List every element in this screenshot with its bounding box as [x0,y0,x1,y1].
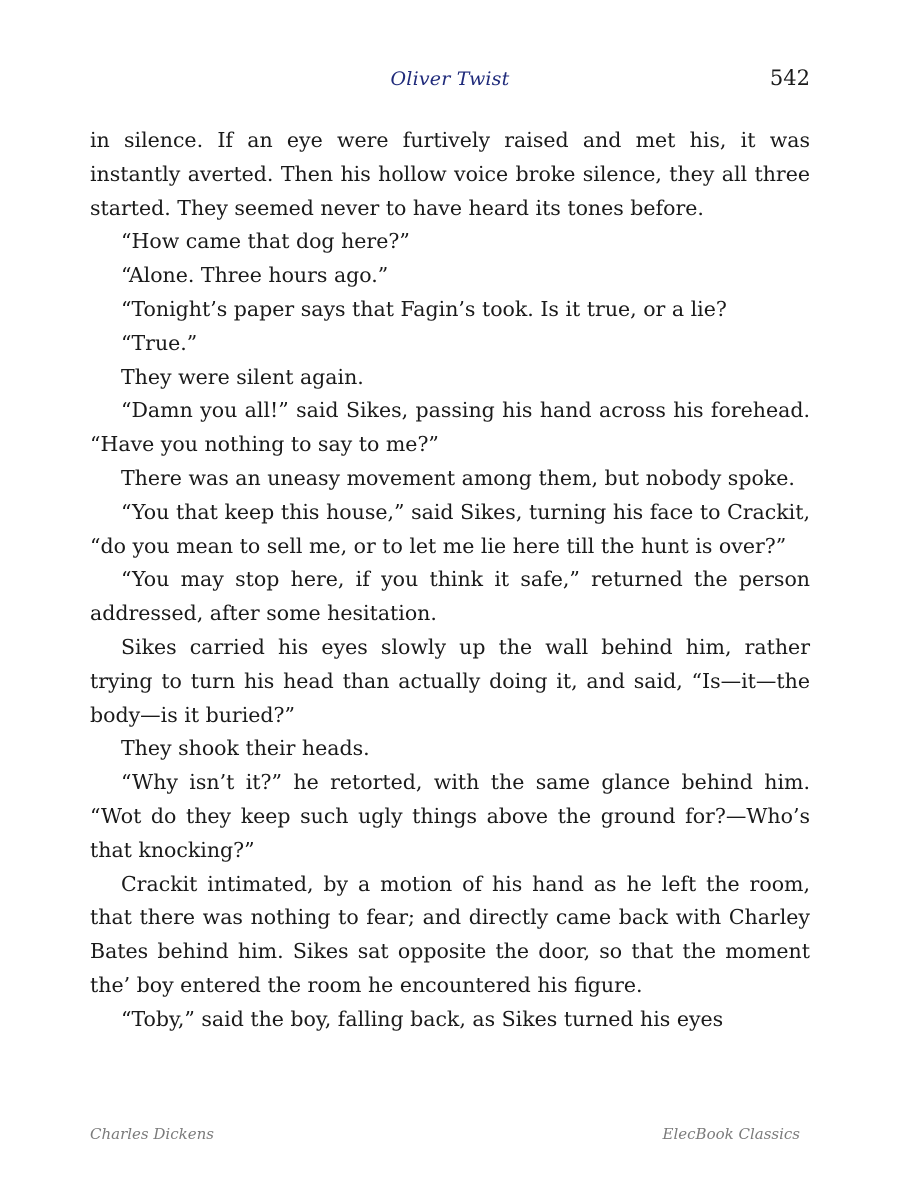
page-number: 542 [769,66,810,90]
paragraph: Sikes carried his eyes slowly up the wall behind him, rather trying to turn his head than actually doing it, and said, “Is—it—the body—is it buried?” [90,634,810,727]
paragraph: Crackit intimated, by a motion of his hand as he left the room, that there was nothing to fear; and directly came back with Charley Bates behind him. Sikes sat opposite the door, so that the moment the’ boy entered the room he encountered his figure. [90,871,810,997]
footer-publisher: ElecBook Classics [662,1125,800,1143]
footer-author: Charles Dickens [90,1125,214,1143]
body-text [90,124,810,1037]
paragraph: They shook their heads. [121,736,370,761]
paragraph: “Toby,” said the boy, falling back, as Sikes turned his eyes [121,1006,724,1031]
paragraph: “Damn you all!” said Sikes, passing his hand across his forehead. “Have you nothing to say to me?” [90,398,810,457]
paragraph: “Tonight’s paper says that Fagin’s took. Is it true, or a lie? [121,296,727,321]
page-footer [90,1125,800,1147]
paragraph: They were silent again. [121,364,364,389]
paragraph: in silence. If an eye were furtively raised and met his, it was instantly averted. Then his hollow voice broke silence, they all three started. They seemed never to have heard its tones before. [90,128,810,220]
paragraph: “How came that dog here?” [121,229,410,254]
paragraph: “Alone. Three hours ago.” [121,263,389,288]
paragraph: “Why isn’t it?” he retorted, with the same glance behind him. “Wot do they keep such ugly things above the ground for?—Who’s that knocking?” [90,770,810,862]
paragraph: “True.” [121,330,198,355]
page-header [90,68,810,98]
paragraph: “You may stop here, if you think it safe,” returned the person addressed, after some hesitation. [90,567,810,626]
paragraph: “You that keep this house,” said Sikes, turning his face to Crackit, “do you mean to sell me, or to let me lie here till the hunt is over?” [90,499,810,558]
paragraph: There was an uneasy movement among them, but nobody spoke. [121,465,795,490]
book-title: Oliver Twist [390,68,510,90]
